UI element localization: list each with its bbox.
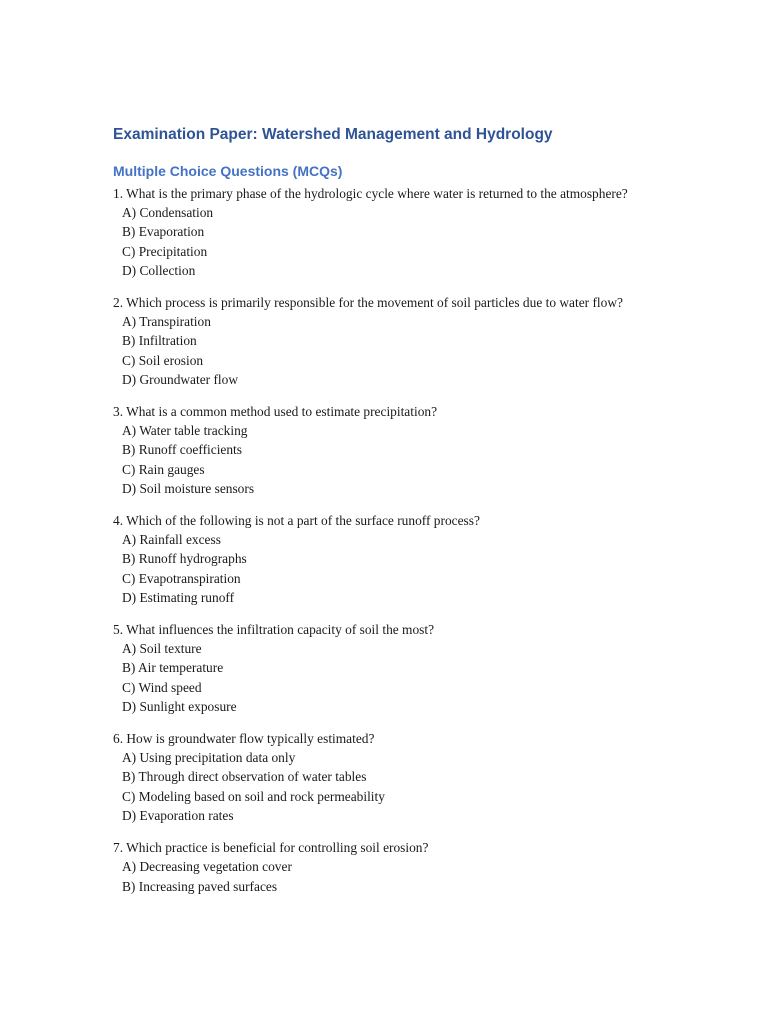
answer-option: B) Runoff hydrographs	[122, 551, 247, 567]
answer-options	[113, 857, 653, 895]
answer-option: A) Water table tracking	[122, 423, 248, 439]
answer-option: D) Groundwater flow	[122, 371, 239, 387]
question-3	[113, 402, 653, 498]
answer-options	[113, 312, 653, 389]
document-content	[113, 124, 653, 909]
question-1	[113, 184, 653, 280]
question-2	[113, 293, 653, 389]
answer-option: C) Evapotranspiration	[122, 570, 241, 586]
answer-options	[113, 748, 653, 825]
question-5	[113, 620, 653, 716]
question-text: 4. Which of the following is not a part of the surface runoff process?	[113, 513, 480, 529]
answer-option: D) Sunlight exposure	[122, 698, 237, 714]
answer-option: C) Rain gauges	[122, 461, 205, 477]
question-text: 7. Which practice is beneficial for controlling soil erosion?	[113, 840, 429, 856]
answer-option: A) Decreasing vegetation cover	[122, 859, 292, 875]
answer-option: B) Infiltration	[122, 333, 197, 349]
answer-option: C) Soil erosion	[122, 352, 204, 368]
question-text: 1. What is the primary phase of the hydrologic cycle where water is returned to the atmosphere?	[113, 186, 628, 201]
answer-option: B) Increasing paved surfaces	[122, 878, 278, 894]
question-text: 5. What influences the infiltration capacity of soil the most?	[113, 622, 435, 638]
answer-option: A) Rainfall excess	[122, 532, 221, 548]
question-4	[113, 511, 653, 607]
answer-option: A) Soil texture	[122, 641, 202, 657]
question-7	[113, 838, 653, 896]
answer-option: D) Estimating runoff	[122, 589, 235, 605]
answer-option: C) Modeling based on soil and rock permeability	[122, 788, 385, 804]
question-text: 6. How is groundwater flow typically estimated?	[113, 731, 375, 747]
answer-option: D) Soil moisture sensors	[122, 480, 255, 496]
section-heading-mcqs: Multiple Choice Questions (MCQs)	[113, 163, 343, 179]
answer-option: B) Runoff coefficients	[122, 442, 242, 458]
question-text: 2. Which process is primarily responsible for the movement of soil particles due to water flow?	[113, 295, 623, 311]
answer-option: C) Wind speed	[122, 679, 202, 695]
question-list	[113, 184, 653, 896]
answer-option: C) Precipitation	[122, 243, 208, 259]
answer-option: A) Using precipitation data only	[122, 750, 296, 766]
document-title: Examination Paper: Watershed Management and Hydrology	[113, 126, 553, 143]
answer-option: D) Collection	[122, 262, 196, 278]
answer-option: D) Evaporation rates	[122, 807, 234, 823]
answer-options	[113, 203, 653, 280]
answer-option: B) Evaporation	[122, 224, 205, 240]
question-6	[113, 729, 653, 825]
answer-options	[113, 639, 653, 716]
answer-option: B) Through direct observation of water tables	[122, 769, 367, 785]
answer-option: A) Transpiration	[122, 314, 211, 330]
answer-options	[113, 530, 653, 607]
question-text: 3. What is a common method used to estimate precipitation?	[113, 404, 438, 420]
answer-option: A) Condensation	[122, 205, 214, 221]
answer-option: B) Air temperature	[122, 660, 224, 676]
answer-options	[113, 421, 653, 498]
